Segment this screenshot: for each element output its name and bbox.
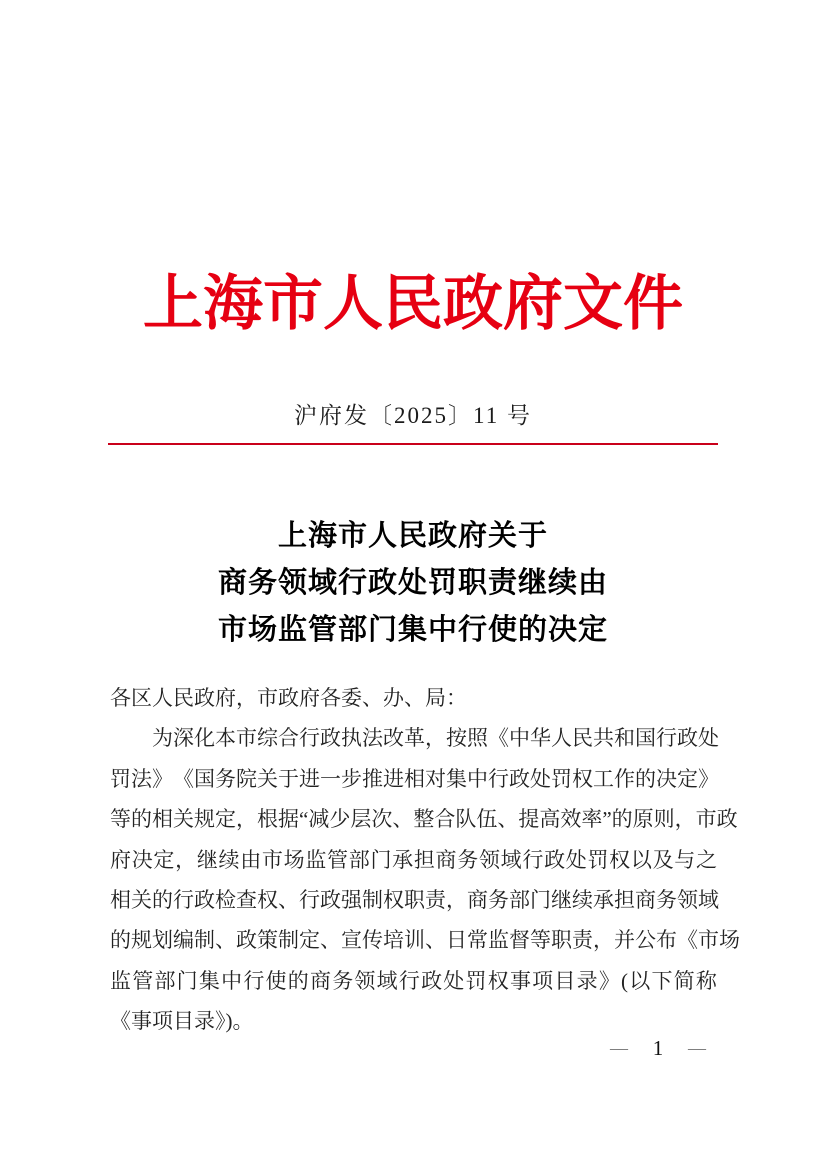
page-number-value: 1 xyxy=(652,1035,664,1060)
header-separator-rule xyxy=(108,443,718,445)
document-title-line-3: 市场监管部门集中行使的决定 xyxy=(217,614,608,646)
document-title-line-1: 上海市人民政府关于 xyxy=(277,520,548,552)
body-line-3: 等 的 相 关 规 定 ， 根 据 “ 减 少 层 次 、 整 合 队 伍 、 提 高 效 率 ” 的 原 则 ， 市 政 xyxy=(110,807,738,832)
document-title xyxy=(0,513,826,654)
document-header-title: 上海市人民政府文件 xyxy=(143,271,683,337)
body-line-4: 府 决 定 ， 继 续 由 市 场 监 管 部 门 承 担 商 务 领 域 行 政 处 罚 权 以 及 与 之 xyxy=(110,847,717,872)
body-line-5: 相 关 的 行 政 检 查 权 、 行 政 强 制 权 职 责 ， 商 务 部 门 继 续 承 担 商 务 领 域 xyxy=(110,887,719,912)
page-number-dash-left: — xyxy=(610,1037,628,1058)
page-number-dash-right: — xyxy=(688,1037,706,1058)
document-number: 沪府发〔2025〕11 号 xyxy=(294,403,532,428)
body-line-1: 为 深 化 本 市 综 合 行 政 执 法 改 革 ， 按 照 《 中 华 人 民 共 和 国 行 政 处 xyxy=(152,726,719,751)
body-line-2: 罚 法 》 《 国 务 院 关 于 进 一 步 推 进 相 对 集 中 行 政 处 罚 权 工 作 的 决 定 》 xyxy=(110,766,719,791)
salutation-line: 各区人民政府，市政府各委、办、局： xyxy=(110,686,467,710)
body-line-6: 的 规 划 编 制 、 政 策 制 定 、 宣 传 培 训 、 日 常 监 督 等 职 责 ， 并 公 布 《 市 场 xyxy=(110,928,740,953)
body-line-8: 《事项目录》)。 xyxy=(110,1009,254,1034)
document-title-line-2: 商务领域行政处罚职责继续由 xyxy=(217,567,608,599)
body-line-7: 监 管 部 门 集 中 行 使 的 商 务 领 域 行 政 处 罚 权 事 项 目 录 》 ( 以 下 简 称 xyxy=(110,968,717,993)
page-number xyxy=(610,1036,706,1060)
document-body xyxy=(110,678,740,1042)
